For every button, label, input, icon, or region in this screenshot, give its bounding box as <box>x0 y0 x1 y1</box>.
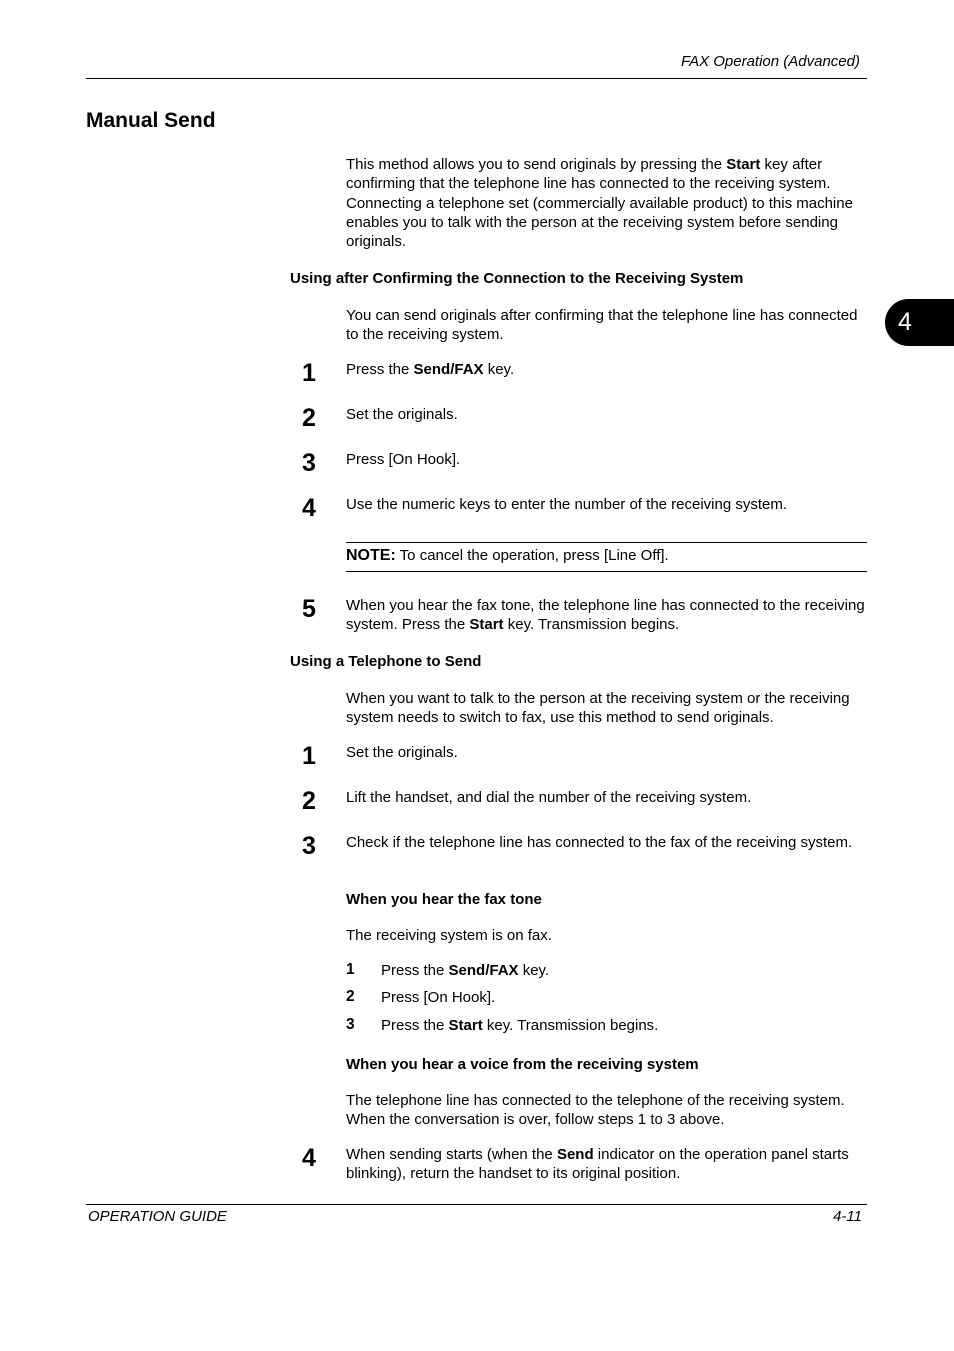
step-text <box>346 1145 868 1184</box>
running-header: FAX Operation (Advanced) <box>681 53 860 70</box>
step-number: 1 <box>302 359 316 387</box>
step-text-bold: Start <box>469 616 504 634</box>
subsection-intro-confirm: You can send originals after confirming that the telephone line has connected to the receiving system. <box>346 307 858 344</box>
note-label: NOTE: <box>346 547 396 564</box>
fax-tone-heading: When you hear the fax tone <box>346 891 542 908</box>
step-text: Press [On Hook]. <box>346 451 461 468</box>
step-text: Lift the handset, and dial the number of the receiving system. <box>346 789 752 806</box>
footer-guide-title: OPERATION GUIDE <box>88 1208 227 1225</box>
step-text-bold: Send <box>556 1146 594 1163</box>
step-number: 4 <box>302 494 316 522</box>
intro-text-1: This method allows you to send originals by pressing the <box>346 156 727 173</box>
voice-text: The telephone line has connected to the telephone of the receiving system. When the conversation is over, follow steps 1 to 3 above. <box>346 1092 845 1129</box>
footer-rule <box>86 1204 867 1205</box>
voice-heading: When you hear a voice from the receiving system <box>346 1056 699 1073</box>
intro-paragraph <box>346 155 868 251</box>
step-number: 1 <box>302 742 316 770</box>
substep-text-bold: Send/FAX <box>448 962 519 979</box>
substep-text: Press [On Hook]. <box>381 989 496 1006</box>
step-text <box>346 596 868 635</box>
step-number: 2 <box>302 787 316 815</box>
substep-text <box>381 1017 658 1034</box>
step-number: 3 <box>302 832 316 860</box>
step-text: Check if the telephone line has connected to the fax of the receiving system. <box>346 834 853 851</box>
substep-text-bold: Start <box>448 1017 483 1034</box>
substep-text-part: key. <box>518 962 550 979</box>
step-number: 2 <box>302 404 316 432</box>
intro-bold-start: Start <box>726 156 761 173</box>
step-text-part: indicator on the operation panel starts blinking), return the handset to its original position. <box>346 1146 849 1183</box>
subsection-heading-confirm: Using after Confirming the Connection to the Receiving System <box>290 270 744 287</box>
step-text-bold: Send/FAX <box>413 361 484 378</box>
note-box <box>346 542 867 572</box>
substep-number: 1 <box>346 961 355 978</box>
step-number: 5 <box>302 595 316 623</box>
step-text: Set the originals. <box>346 406 458 423</box>
substep-text-part: key. Transmission begins. <box>482 1017 659 1034</box>
step-number: 4 <box>302 1144 316 1172</box>
step-text-part: When sending starts (when the <box>346 1146 557 1163</box>
substep-text <box>381 962 549 979</box>
fax-tone-text: The receiving system is on fax. <box>346 927 552 944</box>
substep-text-part: Press the <box>381 1017 449 1034</box>
step-text-part: Press the <box>346 361 414 378</box>
section-title: Manual Send <box>86 109 216 132</box>
note-text: To cancel the operation, press [Line Off]. <box>395 547 669 564</box>
header-rule <box>86 78 867 79</box>
step-text-part: key. Transmission begins. <box>503 616 680 634</box>
subsection-heading-telephone: Using a Telephone to Send <box>290 653 482 670</box>
substep-text-part: Press the <box>381 962 449 979</box>
chapter-tab: 4 <box>885 299 954 346</box>
step-text-part: key. <box>483 361 515 378</box>
subsection-intro-telephone: When you want to talk to the person at the receiving system or the receiving system needs to switch to fax, use this method to send originals. <box>346 690 850 727</box>
step-number: 3 <box>302 449 316 477</box>
page-number: 4-11 <box>833 1208 862 1225</box>
substep-number: 3 <box>346 1016 355 1033</box>
step-text: Set the originals. <box>346 744 458 761</box>
intro-text-2: key after confirming that the telephone line has connected to the receiving system. Connecting a telephone set (commercially available product) to this machine enables you to talk with the person at the receiving system before sending originals. <box>346 156 853 251</box>
step-text: Use the numeric keys to enter the number of the receiving system. <box>346 496 788 513</box>
substep-number: 2 <box>346 988 355 1005</box>
step-text <box>346 360 868 379</box>
step-text-part: When you hear the fax tone, the telephone line has connected to the receiving system. Press the <box>346 597 865 634</box>
